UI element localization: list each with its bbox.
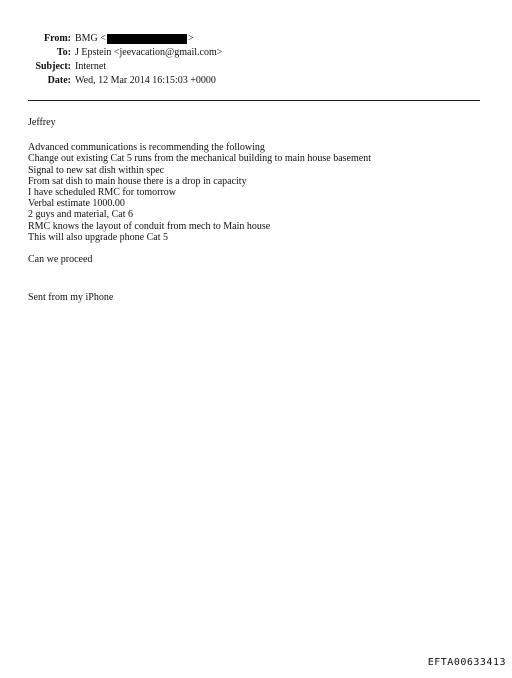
from-label: From: <box>43 33 71 44</box>
signature-line: Sent from my iPhone <box>28 292 114 304</box>
from-row <box>0 32 512 46</box>
subject-value: Internet <box>75 61 107 72</box>
from-value <box>75 32 194 46</box>
to-label: To: <box>56 47 71 58</box>
redaction-block <box>107 34 187 44</box>
header-divider <box>28 100 480 101</box>
greeting: Jeffrey <box>28 117 56 128</box>
question-line: Can we proceed <box>28 254 93 266</box>
from-suffix: > <box>187 33 194 44</box>
body-line: 2 guys and material, Cat 6 <box>28 209 133 221</box>
date-label: Date: <box>47 75 71 86</box>
body-line: This will also upgrade phone Cat 5 <box>28 231 168 243</box>
email-body <box>28 117 488 303</box>
from-name: BMG < <box>75 33 106 44</box>
body-line: I have scheduled RMC for tomorrow <box>28 187 177 199</box>
to-value: J Epstein <jeevacation@gmail.com> <box>75 47 223 58</box>
body-line: RMC knows the layout of conduit from mech to Main house <box>28 220 271 232</box>
subject-row <box>0 60 512 74</box>
body-line: From sat dish to main house there is a drop in capacity <box>28 175 247 187</box>
email-header <box>0 32 512 88</box>
to-row <box>0 46 512 60</box>
body-line: Signal to new sat dish within spec <box>28 164 165 176</box>
date-row <box>0 74 512 88</box>
body-line: Change out existing Cat 5 runs from the mechanical building to main house basement <box>28 153 371 165</box>
body-line: Advanced communications is recommending the following <box>28 142 265 154</box>
body-line: Verbal estimate 1000.00 <box>28 198 125 210</box>
document-id: EFTA00633413 <box>427 657 506 668</box>
subject-label: Subject: <box>35 61 71 72</box>
date-value: Wed, 12 Mar 2014 16:15:03 +0000 <box>75 75 216 86</box>
